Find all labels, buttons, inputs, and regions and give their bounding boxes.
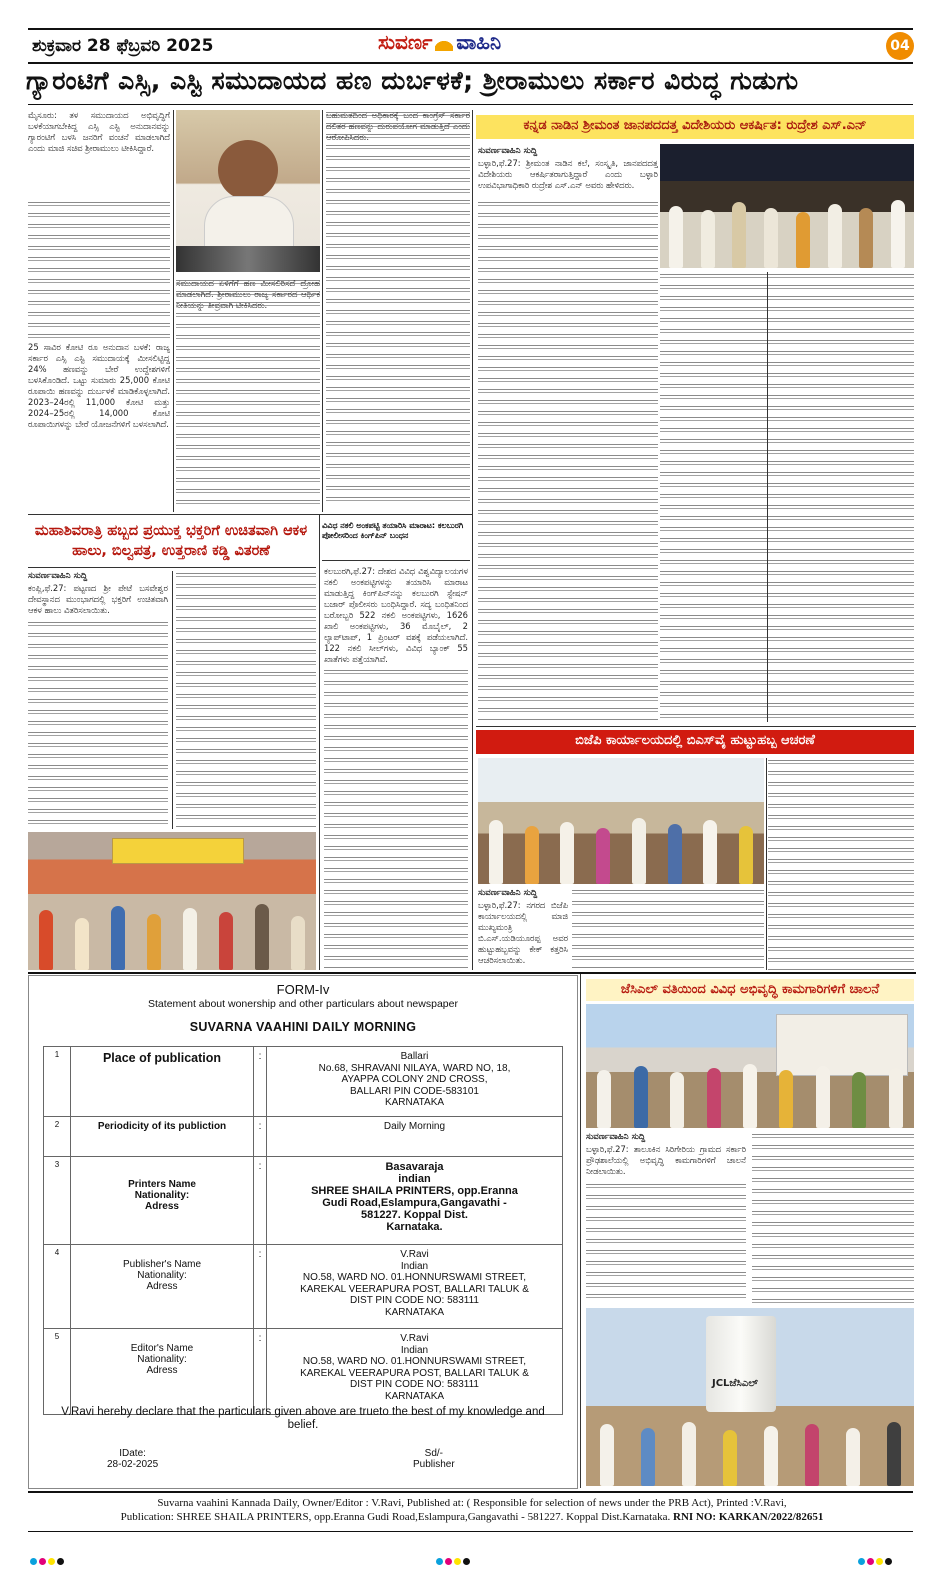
column-divider: [319, 514, 320, 970]
table-row: [44, 1329, 563, 1415]
table-row: [44, 1117, 563, 1157]
text-lines: [660, 272, 914, 722]
form-title: FORM-Iv: [276, 982, 330, 997]
text-lines: [28, 200, 170, 340]
lead-body-col1-b: 25 ಸಾವಿರ ಕೋಟಿ ರೂ ಅನುದಾನ ಬಳಕೆ: ರಾಜ್ಯ ಸರ್ಕಾರ ಎಸ್ಸಿ ಎಸ್ಟಿ ಸಮುದಾಯಕ್ಕೆ ಮೀಸಲಿಟ್ಟಿದ್ದ 24% ಹಣವನ್ನು ಬೇರೆ ಉದ್ದೇಶಗಳಿಗೆ ಬಳಸಿಕೊಂಡಿದೆ. ಒಟ್ಟು ಸುಮಾರು 25,000 ಕೋಟಿ ರೂಪಾಯಿ ಹಣವನ್ನು ದುರ್ಬಳಕೆ ಮಾಡಿಕೊಳ್ಳಲಾಗಿದೆ. 2023–24ರಲ್ಲಿ 11,000 ಕೋಟಿ ಮತ್ತು 2024–25ರಲ್ಲಿ 14,000 ಕೋಟಿ ರೂಪಾಯಿಗಳನ್ನು ಬೇರೆ ಯೋಜನೆಗಳಿಗೆ ಬಳಸಲಾಗಿದೆ.: [28, 342, 170, 429]
imprint-address: Publication: SHREE SHAILA PRINTERS, opp.Eranna Gudi Road,Eslampura,Gangavathi - 581227. Koppal Dist.Karnataka.: [120, 1511, 671, 1523]
column-divider: [172, 571, 173, 829]
column-divider: [173, 110, 174, 512]
headline-rule: [28, 567, 316, 568]
registration-marks-left: [30, 1558, 66, 1568]
jcl-dateline: ಸುವರ್ಣವಾಹಿನಿ ಸುದ್ದಿ: [586, 1132, 646, 1142]
column-divider: [580, 974, 581, 1488]
masthead: [378, 30, 501, 54]
imprint-line1: Suvarna vaahini Kannada Daily, Owner/Editor : V.Ravi, Published at: ( Responsible for selection of news under the PRB Act), Printed :V.Ravi,: [157, 1497, 787, 1509]
tank-label: JCLಜೆಸಿಎಲ್: [712, 1378, 759, 1389]
signature-label: Sd/-: [424, 1448, 444, 1459]
kalaburagi-headline: ವಿವಿಧ ನಕಲಿ ಅಂಕಪಟ್ಟಿ ತಯಾರಿಸಿ ಮಾರಾಟ: ಕಲಬುರಗಿ ಪೋಲೀಸರಿಂದ ಕಿಂಗ್‌ಪಿನ್ ಬಂಧನ: [322, 521, 464, 540]
bjp-dateline: ಸುವರ್ಣವಾಹಿನಿ ಸುದ್ದಿ: [478, 888, 538, 898]
row-value: Ballari No.68, SHRAVANI NILAYA, WARD NO, 18, AYAPPA COLONY 2ND CROSS, BALLARI PIN CODE-583101 KARNATAKA: [267, 1047, 563, 1117]
text-lines: [572, 888, 764, 970]
column-divider: [767, 272, 768, 722]
date-label: IDate:: [119, 1448, 146, 1459]
culture-event-photo: [660, 144, 914, 268]
form-subtitle: Statement about wonership and other particulars about newspaper: [148, 998, 458, 1010]
jcl-body: ಬಳ್ಳಾರಿ,ಫೆ.27: ತಾಲೂಕಿನ ಸಿರಿಗೇರಿಯ ಗ್ರಾಮದ ಸರ್ಕಾರಿ ಪ್ರೌಢಶಾಲೆಯಲ್ಲಿ ಅಭಿವೃದ್ಧಿ ಕಾಮಗಾರಿಗಳಿಗೆ ಚಾಲನೆ ನೀಡಲಾಯಿತು.: [586, 1144, 746, 1176]
shivaratri-photo: [28, 832, 316, 970]
culture-headline: ಕನ್ನಡ ನಾಡಿನ ಶ್ರೀಮಂತ ಜಾನಪದದತ್ತ ವಿದೇಶಿಯರು ಆಕರ್ಷಿತ: ರುದ್ರೇಶ ಎಸ್.ಎನ್: [476, 115, 914, 139]
text-lines: [324, 668, 468, 970]
row-label: Periodicity of its publiction: [71, 1117, 254, 1157]
headline-rule: [322, 560, 470, 561]
kalaburagi-body: ಕಲಬುರಗಿ,ಫೆ.27: ದೇಶದ ವಿವಿಧ ವಿಶ್ವವಿದ್ಯಾಲಯಗಳ ನಕಲಿ ಅಂಕಪಟ್ಟಿಗಳನ್ನು ತಯಾರಿಸಿ ಮಾರಾಟ ಮಾಡುತ್ತಿದ್ದ ಕಿಂಗ್‌ಪಿನ್‌ನನ್ನು ಕಲಬುರಗಿ ಸ್ಟೇಷನ್ ಬಜಾರ್ ಪೊಲೀಸರು ಬಂಧಿಸಿದ್ದಾರೆ. ಸದ್ಯ ಬಂಧಿತನಿಂದ ಬರೋಬ್ಬರಿ 522 ನಕಲಿ ಅಂಕಪಟ್ಟಿಗಳು, 1626 ಖಾಲಿ ಅಂಕಪಟ್ಟಿಗಳು, 36 ಮೊಬೈಲ್, 2 ಲ್ಯಾಪ್‌ಟಾಪ್, 1 ಪ್ರಿಂಟರ್ ವಶಕ್ಕೆ ಪಡೆಯಲಾಗಿದೆ. 122 ನಕಲಿ ಸೀಲ್‌ಗಳು, ವಿವಿಧ ಬ್ಯಾಂಕ್ 55 ಖಾತೆಗಳು ಪತ್ತೆಯಾಗಿವೆ.: [324, 566, 468, 664]
bjp-event-photo: [478, 758, 764, 884]
row-colon: :: [254, 1245, 267, 1329]
column-divider: [472, 110, 473, 970]
row-label: Publisher's Name Nationality: Adress: [71, 1245, 254, 1329]
footer-rule: [28, 1491, 913, 1493]
column-divider: [766, 758, 767, 970]
table-row: [44, 1157, 563, 1245]
culture-body: ಬಳ್ಳಾರಿ,ಫೆ.27: ಶ್ರೀಮಂತ ನಾಡಿನ ಕಲೆ, ಸಂಸ್ಕೃತಿ, ಜಾನಪದದತ್ತ ವಿದೇಶಿಯರು ಆಕರ್ಷಿತರಾಗುತ್ತಿದ್ದಾರೆ ಎಂದು ಬಳ್ಳಾರಿ ಉಪವಿಭಾಗಾಧಿಕಾರಿ ರುದ್ರೇಶ ಎಸ್.ಎನ್ ಅವರು ಹೇಳಿದರು.: [478, 158, 658, 190]
rni-number: RNI NO: KARKAN/2022/82651: [673, 1511, 824, 1523]
signature-block: [413, 1448, 455, 1470]
text-lines: [586, 1182, 746, 1304]
page-number: 04: [886, 32, 914, 60]
masthead-rule: [28, 62, 913, 64]
headline-rule: [28, 104, 913, 105]
text-lines: [752, 1132, 914, 1304]
date-value: 28-02-2025: [107, 1459, 159, 1470]
masthead-part2: ವಾಹಿನಿ: [456, 30, 502, 54]
imprint-line2: [28, 1510, 916, 1524]
row-number: 1: [44, 1047, 71, 1117]
section-divider: [476, 726, 916, 727]
row-colon: :: [254, 1047, 267, 1117]
row-colon: :: [254, 1117, 267, 1157]
declaration: V.Ravi hereby declare that the particulars given above are trueto the best of my knowledge and belief.: [61, 1406, 545, 1431]
form-iv-notice: [28, 975, 578, 1489]
masthead-part1: ಸುವರ್ಣ: [378, 30, 433, 54]
lead-body-col2: ಸಮುದಾಯದ ಏಳಿಗೆಗೆ ಹಣ ಮೀಸಲಿರಿಸದೆ ದ್ರೋಹ ಮಾಡಲಾಗಿದೆ. ಶ್ರೀರಾಮುಲು ರಾಜ್ಯ ಸರ್ಕಾರದ ಆರ್ಥಿಕ ನೀತಿಯನ್ನು ತೀವ್ರವಾಗಿ ಟೀಕಿಸಿದರು.: [176, 278, 320, 310]
registration-marks-center: [436, 1558, 472, 1568]
row-label: Printers Name Nationality: Adress: [71, 1157, 254, 1245]
row-value: Daily Morning: [267, 1117, 563, 1157]
shivaratri-body: ಕಂಪ್ಲಿ,ಫೆ.27: ಪಟ್ಟಣದ ಶ್ರೀ ಪೇಟೆ ಬಸವೇಶ್ವರ ದೇವಸ್ಥಾನದ ಮುಂಭಾಗದಲ್ಲಿ ಭಕ್ತರಿಗೆ ಉಚಿತವಾಗಿ ಆಕಳ ಹಾಲು ವಿತರಿಸಲಾಯಿತು.: [28, 583, 168, 615]
water-tank-photo: [586, 1308, 914, 1486]
table-row: [44, 1047, 563, 1117]
section-divider: [28, 972, 916, 974]
table-row: [44, 1245, 563, 1329]
row-number: 2: [44, 1117, 71, 1157]
column-divider: [322, 110, 323, 512]
row-number: 3: [44, 1157, 71, 1245]
issue-date: ಶುಕ್ರವಾರ 28 ಫೆಬ್ರವರಿ 2025: [32, 36, 214, 56]
row-label: Place of publication: [71, 1047, 254, 1117]
text-lines: [176, 571, 316, 828]
text-lines: [768, 758, 914, 970]
imprint-footer: [28, 1496, 916, 1524]
row-label: Editor's Name Nationality: Adress: [71, 1329, 254, 1415]
particulars-table: [43, 1046, 563, 1415]
bjp-body: ಬಳ್ಳಾರಿ,ಫೆ.27: ನಗರದ ಬಿಜೆಪಿ ಕಾರ್ಯಾಲಯದಲ್ಲಿ ಮಾಜಿ ಮುಖ್ಯಮಂತ್ರಿ ಬಿ.ಎಸ್.ಯಡಿಯೂರಪ್ಪ ಅವರ ಹುಟ್ಟುಹಬ್ಬವನ್ನು ಕೇಕ್ ಕತ್ತರಿಸಿ ಆಚರಿಸಲಾಯಿತು.: [478, 900, 568, 965]
lead-body-col1: ಮೈಸೂರು: ತಳ ಸಮುದಾಯದ ಅಭಿವೃದ್ಧಿಗೆ ಬಳಕೆಯಾಗಬೇಕಿದ್ದ ಎಸ್ಸಿ ಎಸ್ಟಿ ಅನುದಾನವನ್ನು ಗ್ಯಾರಂಟಿಗೆ ಬಳಸಿ ಜನರಿಗೆ ವಂಚನೆ ಮಾಡಲಾಗಿದೆ ಎಂದು ಮಾಜಿ ಸಚಿವ ಶ್ರೀರಾಮುಲು ಟೀಕಿಸಿದ್ದಾರೆ.: [28, 110, 170, 153]
row-number: 5: [44, 1329, 71, 1415]
row-value: V.Ravi Indian NO.58, WARD NO. 01.HONNURSWAMI STREET, KAREKAL VEERAPURA POST, BALLARI TALUK & DIST PIN CODE NO: 583111 KARNATAKA: [267, 1245, 563, 1329]
row-value: V.Ravi Indian NO.58, WARD NO. 01.HONNURSWAMI STREET, KAREKAL VEERAPURA POST, BALLARI TALUK & DIST PIN CODE NO: 583111 KARNATAKA: [267, 1329, 563, 1415]
signature-role: Publisher: [413, 1459, 455, 1470]
shivaratri-headline: ಮಹಾಶಿವರಾತ್ರಿ ಹಬ್ಬದ ಪ್ರಯುಕ್ತ ಭಕ್ತರಿಗೆ ಉಚಿತವಾಗಿ ಆಕಳ ಹಾಲು, ಬಿಲ್ವಪತ್ರ, ಉತ್ತರಾಣಿ ಕಡ್ಡಿ ವಿತರಣೆ: [34, 523, 308, 559]
bjp-headline: ಬಿಜೆಪಿ ಕಾರ್ಯಾಲಯದಲ್ಲಿ ಬಿಎಸ್‌ವೈ ಹುಟ್ಟುಹಬ್ಬ ಆಚರಣೆ: [476, 730, 914, 754]
row-colon: :: [254, 1157, 267, 1245]
text-lines: [478, 200, 658, 722]
row-value: Basavaraja indian SHREE SHAILA PRINTERS, opp.Eranna Gudi Road,Eslampura,Gangavathi - 581227. Koppal Dist. Karnataka.: [267, 1157, 563, 1245]
jcl-headline: ಜೆಸಿಎಲ್ ವತಿಯಿಂದ ವಿವಿಧ ಅಭಿವೃದ್ಧಿ ಕಾಮಗಾರಿಗಳಿಗೆ ಚಾಲನೆ: [586, 979, 914, 1001]
section-divider: [28, 514, 472, 515]
shivaratri-dateline: ಸುವರ್ಣವಾಹಿನಿ ಸುದ್ದಿ: [28, 571, 88, 581]
row-colon: :: [254, 1329, 267, 1415]
newspaper-name: SUVARNA VAAHINI DAILY MORNING: [189, 1020, 417, 1034]
leader-portrait-photo: [176, 110, 320, 272]
sun-logo-icon: [435, 37, 453, 51]
footer-bottom-rule: [28, 1531, 913, 1532]
lead-headline: ಗ್ಯಾರಂಟಿಗೆ ಎಸ್ಸಿ, ಎಸ್ಟಿ ಸಮುದಾಯದ ಹಣ ದುರ್ಬಳಕೆ; ಶ್ರೀರಾಮುಲು ಸರ್ಕಾರ ವಿರುದ್ಧ ಗುಡುಗು: [26, 66, 799, 95]
row-number: 4: [44, 1245, 71, 1329]
lead-body-col3: ಬಹುಮತದಿಂದ ಅಧಿಕಾರಕ್ಕೆ ಬಂದ ಕಾಂಗ್ರೆಸ್ ಸರ್ಕಾರ ದಲಿತರ ಹಣವನ್ನು ದುರುಪಯೋಗ ಮಾಡುತ್ತಿದೆ ಎಂದು ಆರೋಪಿಸಿದರು.: [326, 110, 470, 142]
declaration-date: [107, 1448, 158, 1470]
text-lines: [28, 620, 168, 828]
registration-marks-right: [858, 1558, 894, 1568]
culture-dateline: ಸುವರ್ಣವಾಹಿನಿ ಸುದ್ದಿ: [478, 146, 538, 156]
jcl-inauguration-photo: [586, 1004, 914, 1128]
